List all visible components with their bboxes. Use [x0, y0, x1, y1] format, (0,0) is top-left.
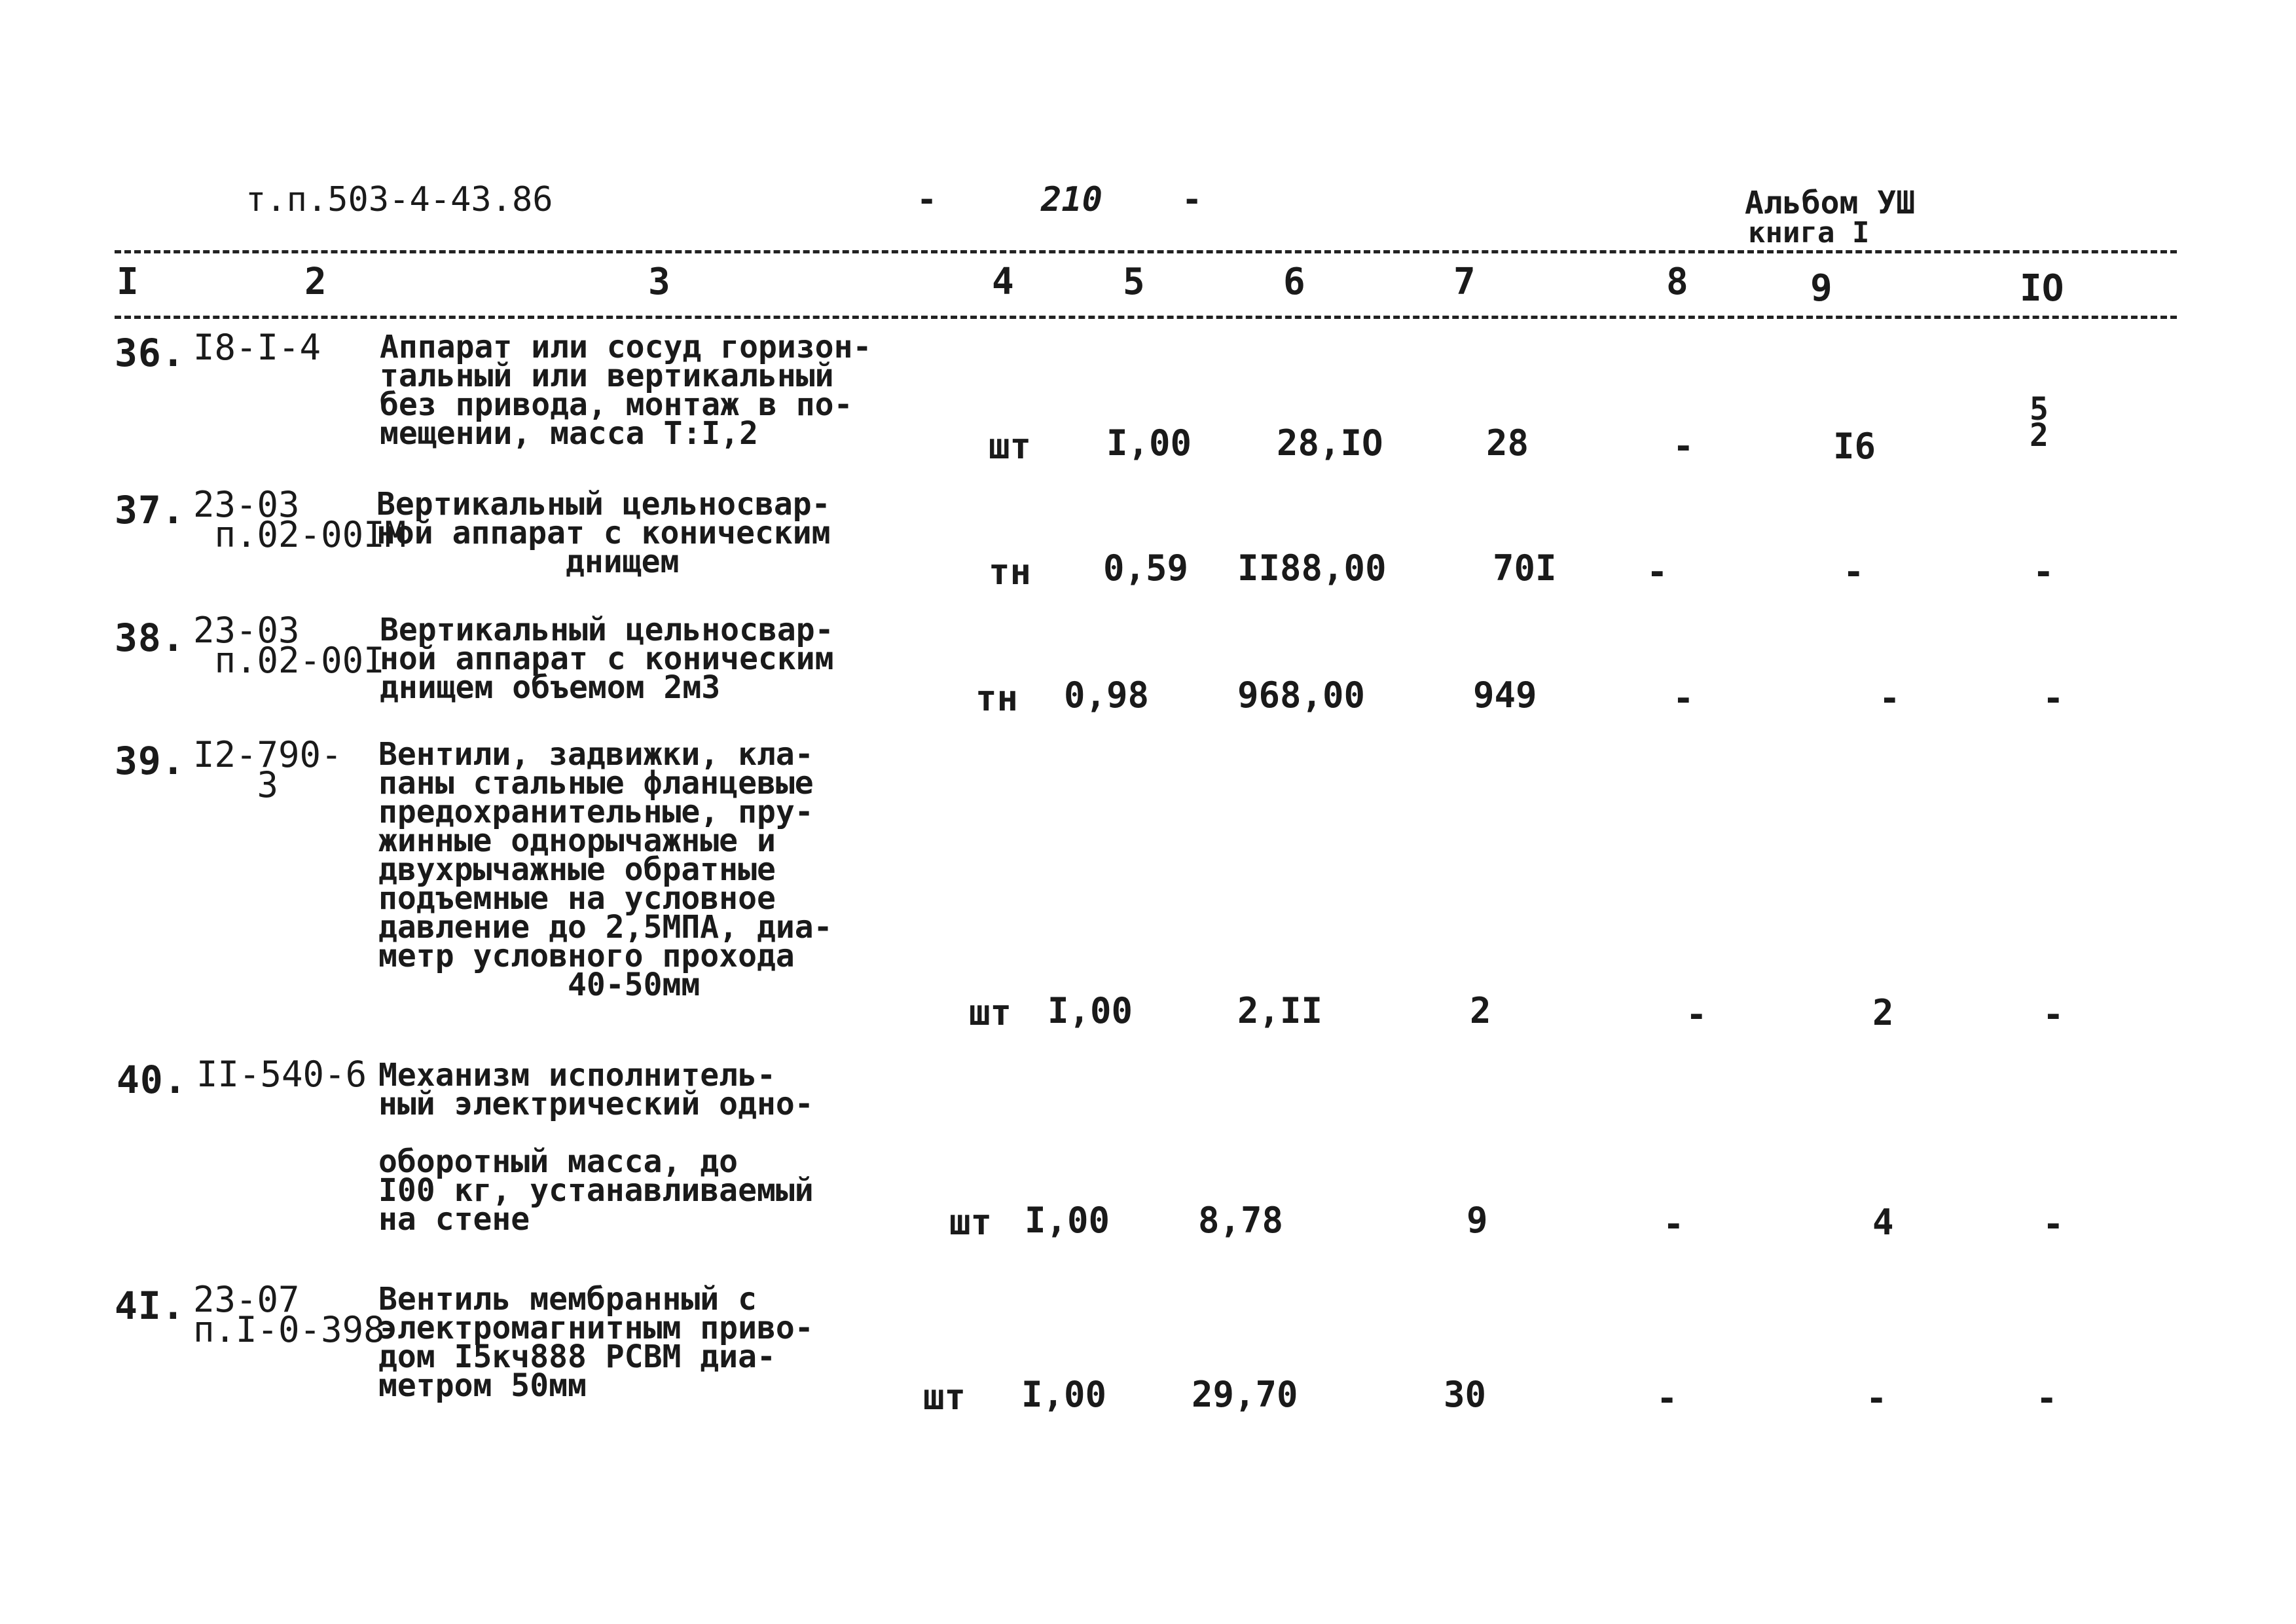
row-price: 29,70 [1192, 1374, 1298, 1415]
row-col8: - [1647, 551, 1668, 593]
row-total: 949 [1473, 674, 1537, 716]
row-number: 39. [115, 739, 185, 783]
row-total: 30 [1444, 1374, 1487, 1415]
row-total: 70I [1493, 547, 1557, 589]
row-number: 40. [117, 1058, 187, 1102]
row-col8: - [1673, 426, 1694, 467]
row-price: 2,II [1237, 990, 1323, 1031]
row-description: Вентили, задвижки, кла- паны стальные фланцевые предохранительные, пру- жинные однорычажные и двухрычажные обратные подъемные на условное давление до 2,5МПА, диа- метр условного прохода 40-50мм [378, 736, 833, 1003]
row-unit: тн [989, 551, 1032, 593]
row-description: Вертикальный цельносвар- ной аппарат с коническим днищем объемом 2м3 [380, 612, 834, 706]
row-col10: - [2043, 678, 2064, 719]
row-unit: шт [989, 426, 1032, 467]
column-header-8: 8 [1666, 261, 1688, 303]
row-price: 8,78 [1198, 1200, 1284, 1241]
row-col10: - [2043, 1204, 2064, 1245]
column-header-10: IO [2020, 267, 2064, 310]
row-code: II-540-6 [196, 1054, 367, 1095]
row-col9: 4 [1872, 1202, 1894, 1243]
album-label: Альбом УШ [1745, 185, 1916, 221]
column-header-7: 7 [1453, 261, 1476, 303]
row-quantity: I,00 [1048, 990, 1133, 1031]
row-code: I8-I-4 [193, 327, 321, 368]
row-total: 9 [1467, 1200, 1488, 1241]
row-col8: - [1656, 1378, 1678, 1419]
row-col8: - [1673, 678, 1694, 719]
row-number: 4I. [115, 1283, 185, 1328]
row-col10: - [2043, 994, 2064, 1035]
row-quantity: I,00 [1021, 1374, 1107, 1415]
row-col9: - [1879, 678, 1901, 719]
row-unit: шт [923, 1376, 966, 1418]
row-description: Вентиль мембранный с электромагнитным приво- дом I5кч888 РСВМ диа- метром 50мм [378, 1281, 814, 1404]
row-description: Механизм исполнитель- ный электрический одно- оборотный масса, до I00 кг, устанавливаемый на стене [378, 1057, 814, 1238]
row-quantity: 0,59 [1103, 547, 1189, 589]
row-unit: шт [949, 1202, 993, 1243]
column-header-5: 5 [1123, 261, 1145, 303]
row-col9: - [1843, 551, 1865, 593]
column-header-1: I [117, 261, 139, 303]
row-price: II88,00 [1237, 547, 1387, 589]
row-col10: - [2033, 551, 2054, 593]
column-header-4: 4 [992, 261, 1014, 303]
row-total: 28 [1486, 422, 1529, 464]
doc-reference: т.п.503-4-43.86 [246, 180, 553, 219]
row-col8: - [1663, 1204, 1685, 1245]
row-description: Аппарат или сосуд горизон- тальный или вертикальный без привода, монтаж в по- мещении, масса Т:I,2 [380, 329, 872, 452]
book-label: книга I [1748, 216, 1870, 249]
row-col10: 5 2 [2030, 391, 2049, 454]
column-header-2: 2 [304, 261, 327, 303]
row-quantity: I,00 [1025, 1200, 1110, 1241]
row-code: 23-03 п.02-00I [193, 610, 385, 681]
row-code: I2-790- 3 [193, 734, 342, 805]
page-dash-left: - [917, 180, 938, 219]
row-total: 2 [1470, 990, 1491, 1031]
column-header-9: 9 [1810, 267, 1832, 310]
row-col9: - [1866, 1378, 1887, 1419]
row-unit: тн [975, 678, 1019, 719]
header-rule-top [115, 250, 2177, 253]
page-number: 210 [1041, 180, 1102, 219]
row-col9: 2 [1872, 992, 1894, 1033]
row-number: 38. [115, 616, 185, 660]
row-number: 36. [115, 331, 185, 375]
row-description: Вертикальный цельносвар- ной аппарат с коническим днищем [376, 486, 831, 580]
header-rule-bottom [115, 316, 2177, 319]
row-code: 23-07 п.I-0-398 [193, 1279, 385, 1350]
row-number: 37. [115, 488, 185, 532]
row-col9: I6 [1833, 426, 1876, 467]
column-header-3: 3 [648, 261, 670, 303]
row-quantity: I,00 [1106, 422, 1192, 464]
column-header-6: 6 [1283, 261, 1305, 303]
row-code: 23-03 п.02-00IМ [193, 484, 407, 555]
row-unit: шт [969, 992, 1012, 1033]
page-dash-right: - [1182, 180, 1203, 219]
row-col10: - [2036, 1378, 2058, 1419]
row-price: 968,00 [1237, 674, 1366, 716]
row-quantity: 0,98 [1064, 674, 1150, 716]
row-price: 28,IO [1277, 422, 1383, 464]
row-col8: - [1686, 994, 1707, 1035]
